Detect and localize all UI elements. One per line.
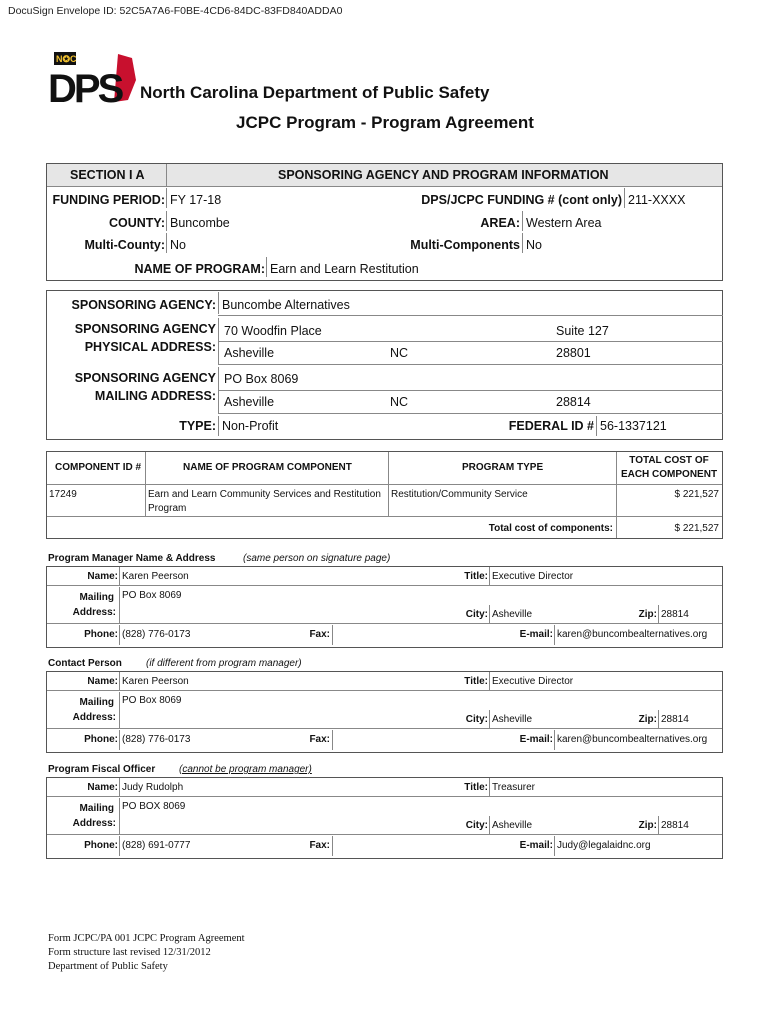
pm-city-value[interactable]: Asheville (492, 609, 533, 620)
pm-fax-label: Fax: (309, 629, 330, 640)
cp-phone-label: Phone: (84, 734, 118, 745)
cp-mailing-label: Mailing (79, 697, 114, 708)
section-heading: SPONSORING AGENCY AND PROGRAM INFORMATION (278, 168, 609, 182)
logo-nc-text: N✪C (56, 54, 77, 64)
cp-name-value[interactable]: Karen Peerson (122, 676, 189, 687)
multi-county-label: Multi-County: (84, 238, 165, 252)
pm-phone-label: Phone: (84, 629, 118, 640)
row-component-id[interactable]: 17249 (49, 489, 77, 500)
fiscal-officer-note: (cannot be program manager) (179, 764, 312, 775)
type-label: TYPE: (179, 419, 216, 433)
area-label: AREA: (480, 216, 520, 230)
county-value[interactable]: Buncombe (170, 216, 230, 230)
col-header-component-id: COMPONENT ID # (55, 462, 142, 473)
fo-address-label: Address: (72, 818, 116, 829)
fo-name-label: Name: (87, 782, 118, 793)
cp-address-label: Address: (72, 712, 116, 723)
col-header-total-cost-2: EACH COMPONENT (620, 469, 718, 480)
pm-zip-label: Zip: (638, 609, 657, 620)
fo-zip-value[interactable]: 28814 (661, 820, 689, 831)
funding-number-value[interactable]: 211-XXXX (628, 193, 686, 207)
pm-address-label: Address: (72, 607, 116, 618)
cp-city-label: City: (465, 714, 488, 725)
pm-email-label: E-mail: (519, 629, 553, 640)
pm-zip-value[interactable]: 28814 (661, 609, 689, 620)
cp-email-value[interactable]: karen@buncombealternatives.org (557, 734, 708, 745)
total-cost-value[interactable]: $ 221,527 (674, 523, 719, 534)
type-value[interactable]: Non-Profit (222, 419, 279, 433)
fiscal-officer-heading: Program Fiscal Officer (48, 764, 156, 775)
multi-county-value[interactable]: No (170, 238, 186, 252)
total-cost-label: Total cost of components: (488, 523, 613, 534)
fo-zip-label: Zip: (638, 820, 657, 831)
row-total-cost[interactable]: $ 221,527 (674, 489, 719, 500)
cp-zip-value[interactable]: 28814 (661, 714, 689, 725)
pm-title-value[interactable]: Executive Director (492, 571, 574, 582)
col-header-program-type: PROGRAM TYPE (462, 462, 544, 473)
multi-components-value[interactable]: No (526, 238, 542, 252)
physical-address-label-2: PHYSICAL ADDRESS: (84, 340, 216, 354)
department-title: North Carolina Department of Public Safety (140, 83, 490, 102)
physical-address-label-1: SPONSORING AGENCY (74, 322, 216, 336)
funding-number-label: DPS/JCPC FUNDING # (cont only) (421, 193, 622, 207)
program-name-value[interactable]: Earn and Learn Restitution (270, 262, 419, 276)
pm-name-label: Name: (87, 571, 118, 582)
mailing-street-value[interactable]: PO Box 8069 (224, 372, 299, 386)
cp-title-value[interactable]: Executive Director (492, 676, 574, 687)
row-component-name-2[interactable]: Program (148, 503, 187, 514)
col-header-component-name: NAME OF PROGRAM COMPONENT (183, 462, 352, 473)
contact-person-heading: Contact Person (48, 658, 122, 669)
section-label: SECTION I A (70, 168, 145, 182)
col-header-total-cost-1: TOTAL COST OF (629, 455, 709, 466)
cp-email-label: E-mail: (519, 734, 553, 745)
fo-mailing-value[interactable]: PO BOX 8069 (122, 801, 186, 812)
fo-name-value[interactable]: Judy Rudolph (122, 782, 184, 793)
fo-city-value[interactable]: Asheville (492, 820, 533, 831)
physical-street-value[interactable]: 70 Woodfin Place (224, 324, 322, 338)
form-footer (48, 932, 245, 974)
pm-email-value[interactable]: karen@buncombealternatives.org (557, 629, 708, 640)
cp-mailing-value[interactable]: PO Box 8069 (122, 695, 182, 706)
federal-id-label: FEDERAL ID # (508, 419, 594, 433)
funding-period-value[interactable]: FY 17-18 (170, 193, 222, 207)
physical-zip-value[interactable]: 28801 (556, 346, 591, 360)
area-value[interactable]: Western Area (526, 216, 602, 230)
contact-person-note: (if different from program manager) (146, 658, 302, 669)
pm-phone-value[interactable]: (828) 776-0173 (122, 629, 191, 640)
fo-phone-value[interactable]: (828) 691-0777 (122, 840, 191, 851)
program-manager-heading: Program Manager Name & Address (48, 553, 216, 564)
funding-period-label: FUNDING PERIOD: (52, 193, 165, 207)
pm-mailing-label: Mailing (79, 592, 114, 603)
sponsoring-agency-box (46, 290, 723, 440)
cp-title-label: Title: (464, 676, 488, 687)
mailing-address-label-2: MAILING ADDRESS: (94, 389, 216, 403)
cp-phone-value[interactable]: (828) 776-0173 (122, 734, 191, 745)
cp-zip-label: Zip: (638, 714, 657, 725)
physical-state-value[interactable]: NC (390, 346, 409, 360)
physical-city-value[interactable]: Asheville (224, 346, 275, 360)
cp-name-label: Name: (87, 676, 118, 687)
fo-city-label: City: (465, 820, 488, 831)
multi-components-label: Multi-Components (410, 238, 520, 252)
fo-mailing-label: Mailing (79, 803, 114, 814)
fo-phone-label: Phone: (84, 840, 118, 851)
dps-logo (48, 50, 138, 106)
fo-email-value[interactable]: Judy@legalaidnc.org (557, 840, 651, 851)
row-component-name-1[interactable]: Earn and Learn Community Services and Restitution (148, 489, 381, 500)
cp-fax-label: Fax: (309, 734, 330, 745)
program-name-label: NAME OF PROGRAM: (134, 262, 265, 276)
agency-name-value[interactable]: Buncombe Alternatives (222, 298, 350, 312)
agency-name-label: SPONSORING AGENCY: (71, 298, 216, 312)
row-program-type[interactable]: Restitution/Community Service (391, 489, 528, 500)
envelope-id: DocuSign Envelope ID: 52C5A7A6-F0BE-4CD6-84DC-83FD840ADDA0 (8, 5, 343, 17)
program-manager-note: (same person on signature page) (243, 553, 391, 564)
mailing-address-label-1: SPONSORING AGENCY (74, 371, 216, 385)
agreement-title: JCPC Program - Program Agreement (236, 113, 534, 132)
footer-form-number: Form JCPC/PA 001 JCPC Program Agreement (48, 933, 245, 944)
logo-dps-text: DPS (48, 67, 122, 106)
county-label: COUNTY: (108, 216, 165, 230)
fo-fax-label: Fax: (309, 840, 330, 851)
fo-title-label: Title: (464, 782, 488, 793)
mailing-city-value[interactable]: Asheville (224, 395, 275, 409)
federal-id-value[interactable]: 56-1337121 (600, 419, 667, 433)
pm-name-value[interactable]: Karen Peerson (122, 571, 189, 582)
cp-city-value[interactable]: Asheville (492, 714, 533, 725)
pm-mailing-value[interactable]: PO Box 8069 (122, 590, 182, 601)
footer-revision: Form structure last revised 12/31/2012 (48, 947, 211, 958)
pm-title-label: Title: (464, 571, 488, 582)
physical-suite-value[interactable]: Suite 127 (556, 324, 609, 338)
mailing-zip-value[interactable]: 28814 (556, 395, 591, 409)
fo-email-label: E-mail: (519, 840, 553, 851)
mailing-state-value[interactable]: NC (390, 395, 409, 409)
pm-city-label: City: (465, 609, 488, 620)
footer-department: Department of Public Safety (48, 961, 168, 972)
fo-title-value[interactable]: Treasurer (492, 782, 535, 793)
